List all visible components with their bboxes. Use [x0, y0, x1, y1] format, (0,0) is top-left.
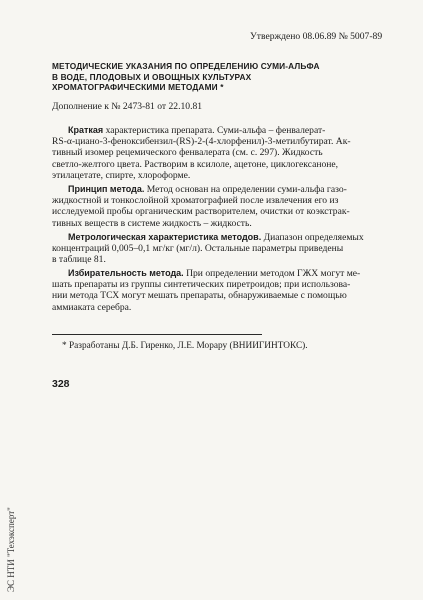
section-heading: Принцип метода. [68, 184, 145, 194]
paragraph-characteristics: Краткая характеристика препарата. Суми-альфа – фенвалерат- RS-α-циано-3-феноксибензил-(RS)-2-(4-хлорфенил)-3-метилбутират. Ак- тивный изомер рецемического фенвалерата (см. с. 297). Жидкость светло-желтого цвета. Растворим в ксилоле, ацетоне, циклогексаноне, этилацетате, спирте, хлороформе. [52, 125, 351, 181]
section-heading: Избирательность метода. [68, 268, 184, 278]
title-line-2: В ВОДЕ, ПЛОДОВЫХ И ОВОЩНЫХ КУЛЬТУРАХ [52, 71, 252, 82]
paragraph-principle: Принцип метода. Метод основан на определении суми-альфа газо- жидкостной и тонкослойной хроматографией после извлечения его из исследуемой пробы органическим растворителем, очистки от коэкстрак- тивных веществ в системе жидкость – жидкость. [52, 184, 350, 229]
side-stamp: ЭС НТИ "Техэксперт" [6, 507, 16, 592]
addendum-line: Дополнение к № 2473-81 от 22.10.81 [52, 101, 203, 112]
paragraph-metrology: Метрологическая характеристика методов. Диапазон определяемых концентраций 0,005–0,1 мг/кг (мг/л). Остальные параметры приведены в таблице 81. [52, 232, 364, 266]
section-heading: Краткая [68, 125, 104, 135]
footnote: * Разработаны Д.Б. Гиренко, Л.Е. Морару (ВНИИГИНТОКС). [62, 341, 308, 351]
paragraph-selectivity: Избирательность метода. При определении методом ГЖХ могут ме- шать препараты из группы синтетических пиретроидов; при использова- нии метода ТСХ могут мешать препараты, обнаруживаемые с помощью аммиаката серебра. [52, 268, 361, 313]
section-heading: Метрологическая характеристика методов. [68, 232, 262, 242]
approval-line: Утверждено 08.06.89 № 5007-89 [250, 31, 383, 42]
title-line-3: ХРОМАТОГРАФИЧЕСКИМИ МЕТОДАМИ * [52, 82, 224, 93]
page-number: 328 [52, 378, 70, 390]
title-line-1: МЕТОДИЧЕСКИЕ УКАЗАНИЯ ПО ОПРЕДЕЛЕНИЮ СУМИ-АЛЬФА [52, 61, 320, 71]
footnote-divider [52, 334, 262, 335]
document-title [52, 61, 392, 93]
